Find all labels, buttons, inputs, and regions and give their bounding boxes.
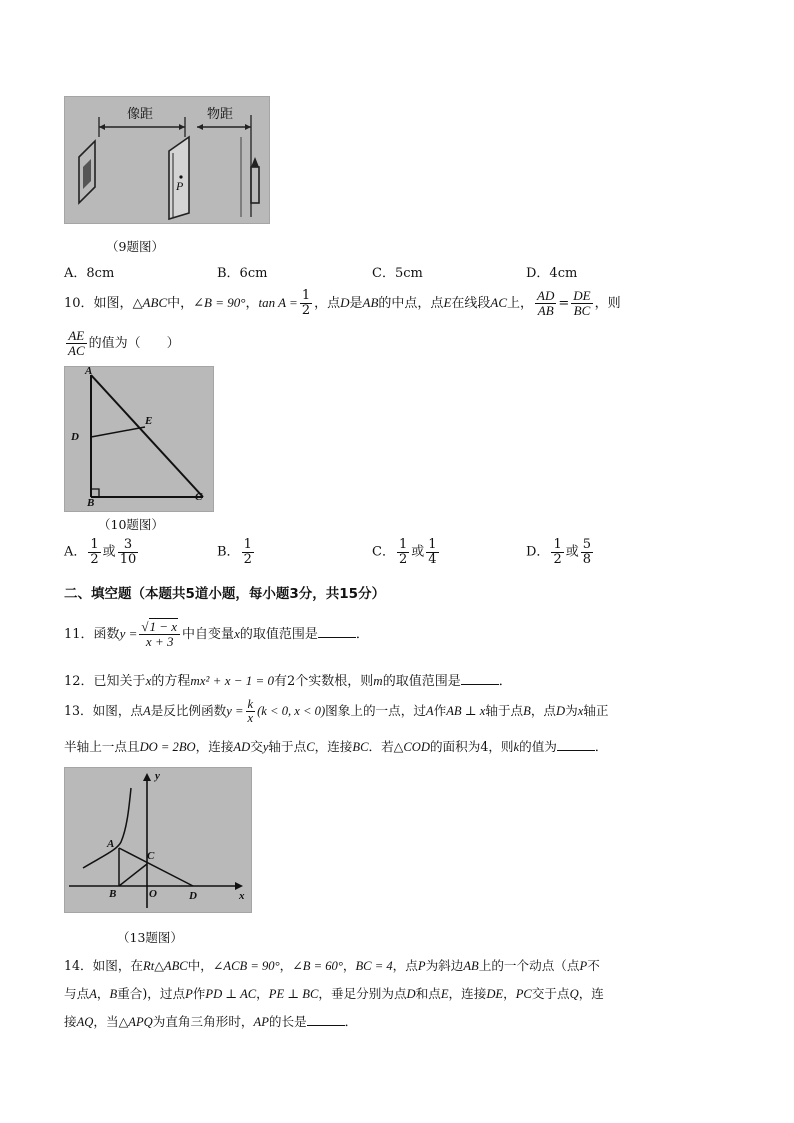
q13-var: AD	[233, 740, 251, 754]
q12-text: 有2个实数根，则	[274, 674, 374, 689]
q10-option-d	[526, 538, 595, 566]
q9-option-c: C．5cm	[372, 266, 423, 281]
option-frac	[88, 538, 100, 566]
q10-fig-label-c: C	[195, 491, 203, 503]
q10-var: E	[443, 295, 452, 310]
option-frac	[118, 538, 139, 566]
q14-text: 的长是	[268, 1014, 307, 1029]
q11-text: 函数	[93, 627, 120, 642]
q14-text: 不	[587, 958, 600, 973]
q14-line1	[64, 955, 600, 974]
q13-text: ，连接	[314, 739, 353, 754]
q10-text: 的值为（ ）	[88, 336, 180, 351]
q9-option-a: A．8cm	[64, 266, 115, 281]
q13-var: k	[513, 740, 520, 754]
q13-end: ．	[594, 739, 608, 754]
q13-var: x	[577, 704, 584, 718]
frac-den: 2	[398, 551, 408, 567]
option-frac	[397, 538, 409, 566]
q11-text: 的取值范围是	[239, 627, 318, 642]
q14-text: 重合)，过点	[117, 986, 186, 1001]
q10-text: 中，	[167, 296, 194, 311]
q10-fig-label-a: A	[85, 365, 93, 377]
q10-text: ，	[245, 296, 259, 311]
frac-num: 1	[553, 537, 562, 552]
option-letter: B．	[217, 544, 240, 560]
frac-num: 5	[582, 537, 592, 552]
q10-text: ，点	[314, 296, 341, 311]
q13-perp: AB ⊥ x	[446, 704, 486, 718]
q10-caption: （10题图）	[98, 517, 164, 532]
q14-text: ，点	[392, 958, 418, 973]
q12-number: 12．	[64, 674, 94, 689]
q9-option-d: D．4cm	[526, 266, 578, 281]
frac-den: 10	[119, 551, 137, 567]
q14-text: ，垂足分别为点	[318, 986, 407, 1001]
q14-var: A	[89, 987, 97, 1001]
q13-text: 轴于点	[485, 703, 524, 718]
q9-label-image-distance: 像距	[127, 107, 154, 122]
q14-var: P	[579, 959, 588, 973]
q13-var: A	[425, 704, 434, 718]
q13-var: C	[306, 740, 315, 754]
option-or: 或	[565, 544, 579, 560]
q13-fig-label-c: C	[147, 850, 155, 862]
q14-text: 中，	[187, 958, 213, 973]
q14-text: 上的一个动点（点	[478, 958, 580, 973]
q14-var: P	[417, 959, 426, 973]
q11-sqrt-body: 1 − x	[149, 619, 178, 635]
frac-num: 1	[398, 537, 408, 552]
option-letter: D．	[526, 544, 550, 560]
q13-text: 图象上的一点，过	[325, 703, 426, 718]
q11-number: 11．	[64, 627, 94, 642]
q13-fig-label-x: x	[239, 890, 245, 902]
frac-den: AC	[68, 343, 85, 358]
q14-var: BC = 4	[355, 959, 393, 973]
frac-num: 3	[118, 538, 139, 553]
q12-end: ．	[498, 674, 512, 689]
q10-text: 如图，	[93, 296, 133, 311]
frac-num: √1 − x	[139, 620, 180, 635]
q14-var: B	[109, 987, 118, 1001]
q13-text: ，连接	[195, 739, 234, 754]
q10-angle-b: ∠B = 90°	[193, 295, 246, 310]
q11-answer-blank[interactable]	[318, 626, 356, 638]
q14-text: ，	[342, 958, 356, 973]
q13-var: B	[523, 704, 531, 718]
option-or: 或	[411, 544, 425, 560]
q13-text: ．若	[368, 739, 394, 754]
q13-var: BC	[352, 740, 369, 754]
q14-text: ，连接	[448, 986, 487, 1001]
q12-line	[64, 670, 512, 689]
q14-end: ．	[344, 1014, 358, 1029]
q13-fig-label-a: A	[107, 838, 115, 850]
q14-var: ∠ACB = 90°	[212, 959, 280, 973]
q11-x: x	[234, 626, 240, 641]
q10-text: 的中点，点	[378, 296, 444, 311]
option-frac	[242, 538, 254, 566]
q14-var: AQ	[76, 1015, 94, 1029]
frac-num: 1	[301, 288, 311, 304]
frac-den: 2	[301, 303, 311, 318]
q10-ratio-ad-ab	[535, 289, 556, 317]
q14-answer-blank[interactable]	[307, 1014, 345, 1026]
q13-answer-blank[interactable]	[557, 739, 595, 751]
frac-num: AE	[66, 329, 87, 344]
q14-text: ，连	[578, 986, 604, 1001]
q13-condition: (k < 0, x < 0)	[257, 704, 326, 718]
q10-ratio-de-bc	[571, 289, 592, 317]
q12-answer-blank[interactable]	[461, 673, 499, 685]
q13-figure	[64, 767, 252, 913]
section-2-title: 二、填空题（本题共5道小题，每小题3分，共15分）	[64, 586, 386, 602]
q10-triangle: △ABC	[132, 295, 168, 310]
frac-den: 2	[243, 551, 252, 567]
frac-num: k	[247, 696, 254, 711]
frac-den: 4	[428, 551, 437, 567]
q12-m: m	[373, 673, 383, 688]
q13-fig-label-o: O	[149, 888, 157, 900]
q14-text: ，	[503, 986, 516, 1001]
frac-den: 2	[90, 551, 99, 567]
q12-x: x	[145, 673, 152, 688]
q9-label-object-distance: 物距	[207, 107, 234, 122]
q12-text: 已知关于	[93, 674, 146, 689]
q13-text: 轴于点	[268, 739, 307, 754]
q9-option-b: B．6cm	[217, 266, 268, 281]
q14-var: PD ⊥ AC	[205, 987, 257, 1001]
q13-line2	[64, 736, 607, 755]
q14-line3	[64, 1011, 357, 1030]
frac-den: BC	[573, 303, 591, 318]
q10-tan-a: tan A =	[258, 295, 298, 310]
q14-var: PC	[515, 987, 532, 1001]
q10-figure-svg	[65, 367, 213, 511]
q14-text: 与点	[64, 986, 90, 1001]
q14-number: 14．	[64, 958, 93, 973]
q13-var: A	[143, 704, 151, 718]
q10-var: AC	[490, 295, 508, 310]
q10-number: 10．	[64, 296, 94, 311]
q13-frac	[246, 698, 256, 725]
q10-text: 在线段	[451, 296, 491, 311]
q14-text: ，	[279, 958, 293, 973]
q13-number: 13．	[64, 703, 93, 718]
q10-text: ，则	[594, 296, 621, 311]
q12-text: 的取值范围是	[382, 674, 461, 689]
q13-fig-label-y: y	[155, 770, 160, 782]
option-frac	[426, 538, 438, 566]
q14-text: 和点	[415, 986, 441, 1001]
q10-fig-label-d: D	[71, 431, 79, 443]
q9-label-point-p: P	[176, 179, 184, 193]
q13-text: 轴正	[583, 703, 609, 718]
q12-text: 的方程	[151, 674, 191, 689]
q14-var: P	[185, 987, 193, 1001]
q14-text: ，当	[93, 1014, 119, 1029]
q13-text: 交	[250, 739, 263, 754]
frac-num: 1	[243, 537, 252, 552]
q10-var: D	[340, 295, 350, 310]
q14-var: AP	[253, 1015, 269, 1029]
option-letter: C．	[372, 544, 395, 560]
q14-text: 为直角三角形时，	[152, 1014, 254, 1029]
q12-equation: mx² + x − 1 = 0	[190, 673, 275, 688]
q13-text: 作	[433, 703, 447, 718]
q13-fig-label-d: D	[189, 890, 197, 902]
q10-option-a	[64, 538, 140, 566]
q10-text: 上，	[507, 296, 534, 311]
frac-den: AB	[537, 303, 554, 318]
q10-var: AB	[362, 295, 379, 310]
q10-ratio-ae-ac	[66, 329, 87, 357]
q13-fig-label-b: B	[109, 888, 117, 900]
q14-var: Q	[569, 987, 579, 1001]
frac-den: x + 3	[145, 634, 174, 649]
q11-frac	[139, 620, 180, 648]
q10-text: 是	[349, 296, 363, 311]
q13-line1	[64, 692, 609, 730]
q9-figure-svg	[65, 97, 269, 223]
q14-var: D	[406, 987, 416, 1001]
option-letter: A．	[64, 544, 87, 560]
q11-text: 中自变量	[182, 627, 235, 642]
q10-option-c	[372, 538, 441, 566]
q10-fig-label-b: B	[87, 497, 95, 509]
frac-num: AD	[537, 288, 555, 304]
q13-text: 的值为	[519, 739, 557, 754]
q10-line2	[64, 326, 180, 362]
q14-var: Rt△ABC	[143, 959, 188, 973]
q13-var: y	[262, 740, 269, 754]
q14-text: 如图，在	[92, 958, 143, 973]
q9-caption: （9题图）	[106, 239, 164, 254]
q14-text: 接	[64, 1014, 77, 1029]
q13-y: y =	[226, 704, 244, 718]
q13-figure-svg	[65, 768, 251, 912]
q14-text: 为斜边	[425, 958, 464, 973]
q14-text: 交于点	[531, 986, 570, 1001]
q14-text: ，	[96, 986, 110, 1001]
frac-num: 1	[90, 537, 99, 552]
q14-line2	[64, 983, 604, 1002]
q14-var: AB	[463, 959, 479, 973]
frac-den: x	[247, 711, 254, 725]
q14-var: DE	[486, 987, 504, 1001]
q11-end: ．	[355, 627, 369, 642]
q14-text: 作	[192, 986, 206, 1001]
q11-line	[64, 614, 369, 655]
q13-text: ，点	[530, 703, 557, 718]
q10-half-frac	[300, 289, 312, 317]
q10-fig-label-e: E	[145, 415, 153, 427]
frac-den: 8	[582, 551, 592, 567]
q13-caption: （13题图）	[117, 930, 183, 945]
q14-text: ，	[256, 986, 269, 1001]
q10-option-b	[217, 538, 256, 566]
frac-num: DE	[573, 288, 591, 304]
q13-text: 半轴上一点且	[64, 739, 140, 754]
q14-var: △APQ	[118, 1015, 153, 1029]
q13-text: 为	[565, 703, 578, 718]
frac-num: 1	[428, 537, 437, 552]
option-frac	[581, 538, 593, 566]
q14-var: ∠B = 60°	[292, 959, 343, 973]
q13-text: 的面积为4，则	[429, 739, 514, 754]
q13-var: D	[556, 704, 566, 718]
q10-figure	[64, 366, 214, 512]
q14-var: E	[440, 987, 449, 1001]
q13-text: 是反比例函数	[150, 703, 227, 718]
q14-var: PE ⊥ BC	[268, 987, 319, 1001]
q11-y: y =	[119, 626, 138, 641]
q13-text: 如图，点	[92, 703, 143, 718]
option-frac	[551, 538, 563, 566]
q13-var: △COD	[393, 740, 430, 754]
q10-line1: 10．如图，△ABC中，∠B = 90°，tan A = $\frac{1}{2}$ ，点D是AB的中点，点E在线段AC上， $\frac{AD}{AB}$ = $\frac{DE}{BC}$ ，则	[64, 288, 621, 318]
q13-eq: DO = 2BO	[139, 740, 196, 754]
q9-figure	[64, 96, 270, 224]
frac-den: 2	[553, 551, 562, 567]
option-or: 或	[102, 544, 116, 560]
